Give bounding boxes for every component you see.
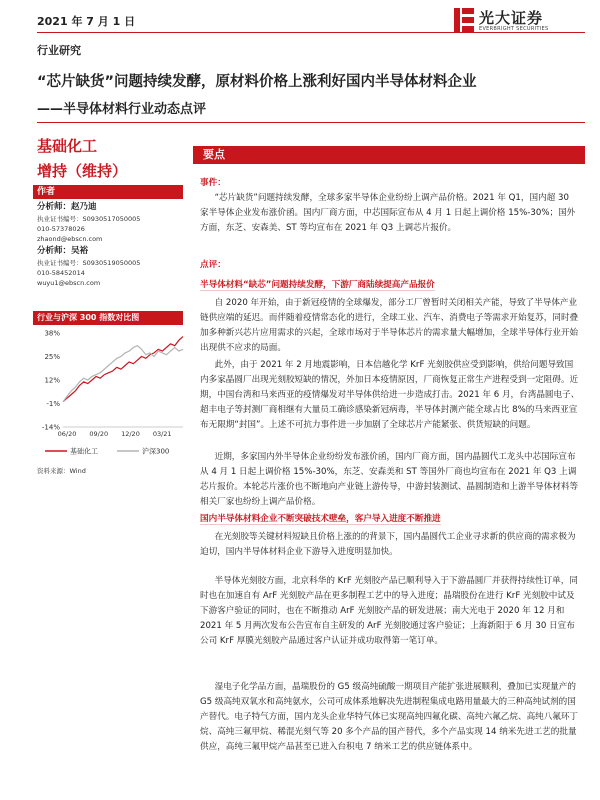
analyst-2-cert: 执业证书编号：S0930519050005 — [37, 259, 141, 267]
index-comparison-chart — [33, 327, 188, 462]
analyst-1-phone: 010-57378026 — [37, 225, 85, 233]
event-paragraph: “芯片缺货”问题持续发酵，全球多家半导体企业纷纷上调产品价格。2021 年 Q1，国内超 30 家半导体企业发布涨价函。国内厂商方面，中芯国际宣布从 4 月 1 日起上调价格 15%-30%；国外方面，东芝、安森美、ST 等均宣布在 2021 年 Q3 上调芯片报价。 — [200, 193, 576, 233]
report-date: 2021 年 7 月 1 日 — [37, 15, 136, 28]
series-line-csi300 — [63, 346, 183, 402]
y-tick-label: -1% — [46, 400, 60, 408]
report-category: 行业研究 — [37, 44, 81, 57]
sector-rating: 增持（维持） — [37, 162, 128, 180]
legend-label: 沪深300 — [142, 447, 170, 456]
key-points-header: 要点 — [193, 146, 585, 164]
analyst-2-phone: 010-58452014 — [37, 269, 85, 277]
x-tick-label: 12/20 — [121, 430, 140, 438]
y-tick-label: 25% — [44, 353, 60, 361]
report-subtitle: ——半导体材料行业动态点评 — [37, 102, 207, 117]
logo-icon — [452, 6, 476, 34]
analyst-1-email[interactable]: zhaond@ebscn.com — [37, 235, 103, 243]
report-title: “芯片缺货”问题持续发酵，原材料价格上涨利好国内半导体材料企业 — [37, 74, 477, 90]
y-tick-label: 38% — [44, 329, 60, 338]
x-tick-label: 03/21 — [152, 430, 172, 438]
x-tick-label: 06/20 — [57, 430, 77, 438]
paragraph-photoresist: 半导体光刻胶方面，北京科华的 KrF 光刻胶产品已顺利导入于下游晶圆厂并获得持续性订单，同时也在加速自有 ArF 光刻胶产品在更多制程工艺中的导入进度；晶瑞股份在进行 KrF 光刻胶中试及下游客户验证的同时，也在不断推动 ArF 光刻胶产品的研发进展；南大光电于 2020 年 12 月和 2021 年 5 月两次发布公告宣布自主研发的 ArF 光刻胶通过客户验证；上海新阳于 6 月 30 日宣布公司 KrF 厚膜光刻胶产品通过客户认证并成功取得第一笔订单。 — [200, 576, 578, 646]
analyst-2-email[interactable]: wuyu1@ebscn.com — [37, 279, 101, 287]
y-tick-label: 12% — [44, 376, 60, 385]
paragraph-wet-chemicals: 湿电子化学品方面，晶瑞股份的 G5 级高纯硫酸一期项目产能扩张进展顺利，叠加已实现量产的 G5 级高纯双氧水和高纯氨水，公司可成体系地解决先进制程集成电路用量最大的三种高纯试剂的国产替代。电子特气方面，国内龙头企业华特气体已实现高纯四氟化碳、高纯六氟乙烷、高纯八氟环丁烷、高纯三氟甲烷、稀混光刻气等 20 多个产品的国产替代，多个产品实现 14 纳米先进工艺的批量供应，高纯三氟甲烷产品甚至已进入台积电 7 纳米工艺的供应链体系中。 — [200, 682, 579, 752]
analyst-1-name: 分析师：赵乃迪 — [37, 202, 97, 212]
paragraph-customer-import: 在光刻胶等关键材料短缺且价格上涨的的背景下，国内晶圆代工企业寻求新的供应商的需求极为迫切，国内半导体材料企业下游导入进度明显加快。 — [200, 532, 576, 557]
paragraph-price-hikes: 近期，多家国内外半导体企业纷纷发布涨价函，国内厂商方面，国内晶圆代工龙头中芯国际宣布从 4 月 1 日起上调价格 15%-30%，东芝、安森美和 ST 等国外厂商也均宣布在 2021 年 Q3 上调芯片报价。本轮芯片涨价也不断地向产业链上游传导，中游封装测试、晶圆制造和上游半导体材料等相关厂家也纷纷上调产品价格。 — [200, 452, 579, 507]
y-tick-label: -14% — [41, 423, 60, 432]
event-label: 事件： — [200, 178, 226, 188]
analyst-1-cert: 执业证书编号：S0930517050005 — [37, 215, 141, 223]
section-heading-1: 半导体材料“缺芯”问题持续发酵，下游厂商陆续提高产品报价 — [200, 280, 435, 290]
event-section — [200, 176, 580, 236]
analyst-2-name: 分析师：吴裕 — [37, 246, 89, 256]
paragraph-supply-disruption: 此外，由于 2021 年 2 月地震影响，日本信越化学 KrF 光刻胶供应受到影响，供给问题导致国内多家晶圆厂出现光刻胶短缺的情况，外加日本疫情原因，厂商恢复正常生产进程受到一定阻碍。近期，中国台湾和马来西亚的疫情爆发对半导体供给进一步造成打击。2021 年 6 月，台湾晶圆电子、超丰电子等封测厂商相继有大量员工确诊感染新冠病毒，半导体封测产能全球占比 8%的马来西亚宣布无限期“封国”。上述不可抗力事件进一步加剧了全球芯片产能紧张、供货短缺的问题。 — [200, 360, 580, 430]
logo-text-en: EVERBRIGHT SECURITIES — [479, 26, 549, 32]
title-divider — [37, 122, 585, 123]
comment-label-block — [200, 258, 580, 273]
authors-header: 作者 — [33, 185, 183, 199]
top-divider — [37, 32, 585, 33]
x-tick-label: 09/20 — [89, 430, 109, 438]
logo-text-cn: 光大证券 — [479, 9, 544, 27]
comment-label: 点评： — [200, 260, 226, 270]
paragraph-demand: 自 2020 年开始，由于新冠疫情的全球爆发，部分工厂曾暂时关闭相关产能，导致了半导体产业链供应端的延迟。而伴随着疫情常态化的进行，全球工业、汽车、消费电子等需求开始复苏，同时叠加多种新兴芯片应用需求的兴起，全球市场对于半导体芯片的需求量大幅增加，全球半导体行业开始出现供不应求的局面。 — [200, 298, 579, 353]
sector-name: 基础化工 — [37, 137, 98, 155]
series-line-sector — [63, 337, 183, 402]
chart-source: 资料来源：Wind — [37, 467, 86, 475]
section-heading-2: 国内半导体材料企业不断突破技术壁垒，客户导入进度不断推进 — [200, 514, 441, 524]
legend-label: 基础化工 — [70, 447, 98, 456]
chart-header: 行业与沪深 300 指数对比图 — [33, 311, 183, 325]
